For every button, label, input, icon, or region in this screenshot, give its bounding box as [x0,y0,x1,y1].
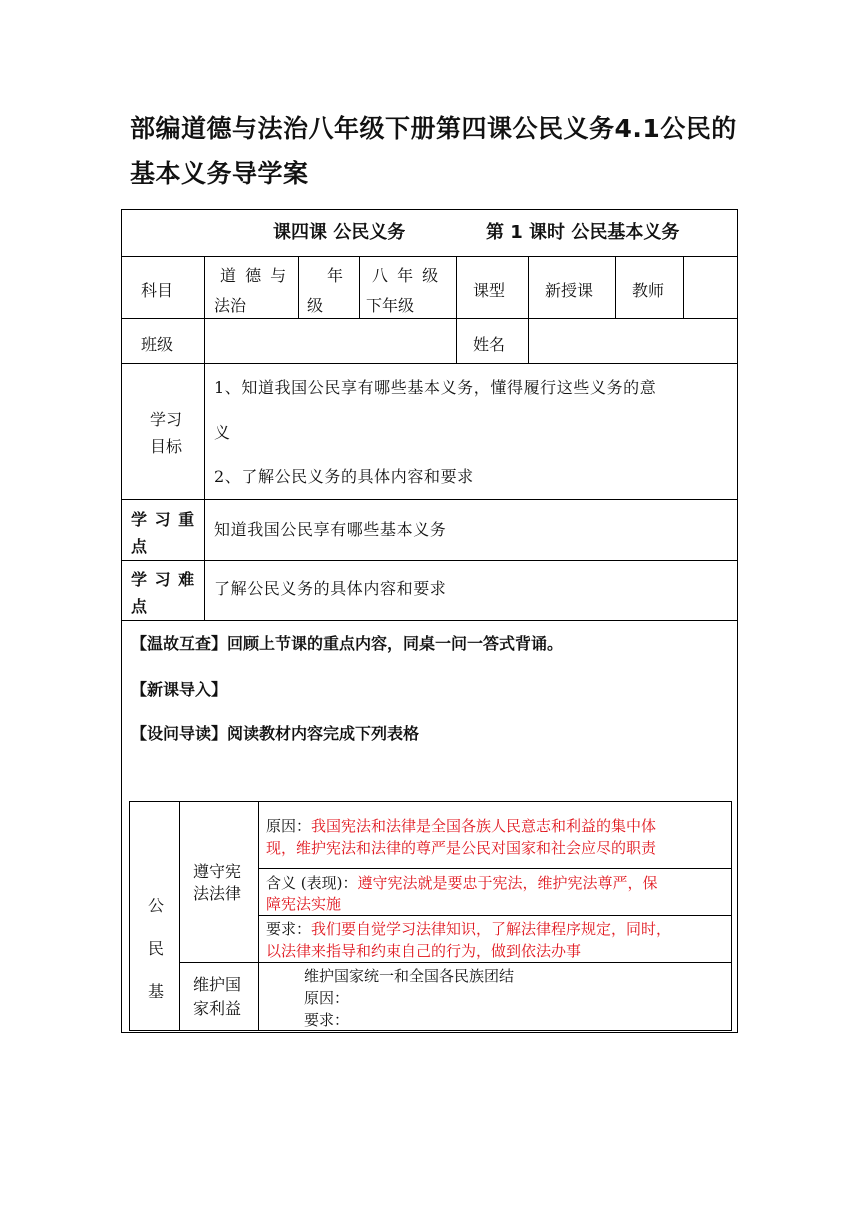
row-divider [121,256,738,257]
row-label: 法法律 [193,884,242,903]
objectives-label: 目标 [150,437,183,456]
review-section: 【温故互查】回顾上节课的重点内容，同桌一问一答式背诵。 [131,634,564,653]
subject-label: 科目 [141,281,174,300]
grade-label: 年 [327,266,344,285]
difficulties-text: 了解公民义务的具体内容和要求 [214,579,447,598]
side-char: 民 [148,939,165,958]
key-points-text: 知道我国公民享有哪些基本义务 [214,520,447,539]
row-label: 遵守宪 [193,862,242,881]
grade-value: 八 年 级 [372,266,441,285]
lesson-type-value: 新授课 [545,281,594,300]
objective-item: 2、了解公民义务的具体内容和要求 [214,467,474,486]
document-title: 部编道德与法治八年级下册第四课公民义务4.1公民的基本义务导学案 [130,114,737,188]
col-divider [528,256,529,363]
teacher-label: 教师 [632,281,665,300]
objectives-label: 学习 [150,410,183,429]
lesson-type-label: 课型 [473,281,506,300]
difficulties-label: 学 习 难 [131,570,196,589]
key-points-label: 学 习 重 [131,510,196,529]
key-points-label: 点 [131,537,148,556]
row-divider [258,915,732,916]
row-divider [121,363,738,364]
col-divider [615,256,616,318]
meaning-line: 障宪法实施 [266,895,342,913]
side-char: 公 [148,896,165,915]
row-label: 家利益 [193,999,242,1018]
col-divider [298,256,299,318]
objective-item: 1、知道我国公民享有哪些基本义务，懂得履行这些义务的意 [214,378,657,397]
national-interest-line: 维护国家统一和全国各民族团结 [304,967,515,985]
col-divider [204,256,205,620]
grade-value: 下年级 [366,296,415,315]
row-divider [121,499,738,500]
reason-line: 原因：我国宪法和法律是全国各族人民意志和利益的集中体 [266,817,657,835]
reason-line: 现，维护宪法和法律的尊严是公民对国家和社会应尽的职责 [266,839,657,857]
row-divider [179,962,732,963]
col-divider [359,256,360,318]
subject-value: 道 德 与 [220,266,289,285]
name-label: 姓名 [473,335,506,354]
period-title: 第 1 课时 公民基本义务 [486,222,680,243]
side-char: 基 [148,982,165,1001]
col-divider [179,801,180,1031]
col-divider [456,256,457,363]
difficulties-label: 点 [131,597,148,616]
row-label: 维护国 [193,975,242,994]
meaning-line: 含义 (表现)：遵守宪法就是要忠于宪法，维护宪法尊严，保 [266,874,658,892]
col-divider [258,801,259,1031]
intro-section: 【新课导入】 [131,680,228,699]
national-interest-line: 原因： [304,989,350,1007]
row-divider [258,868,732,869]
requirement-line: 以法律来指导和约束自己的行为，做到依法办事 [266,942,582,960]
national-interest-line: 要求： [304,1011,350,1029]
subject-value: 法治 [214,296,247,315]
class-label: 班级 [141,335,174,354]
guided-reading-section: 【设问导读】阅读教材内容完成下列表格 [131,724,420,743]
objective-item: 义 [214,423,231,442]
requirement-line: 要求：我们要自觉学习法律知识，了解法律程序规定，同时， [266,920,672,938]
row-divider [121,620,738,621]
grade-label: 级 [307,296,324,315]
lesson-title: 课四课 公民义务 [273,222,406,243]
row-divider [121,560,738,561]
col-divider [683,256,684,318]
